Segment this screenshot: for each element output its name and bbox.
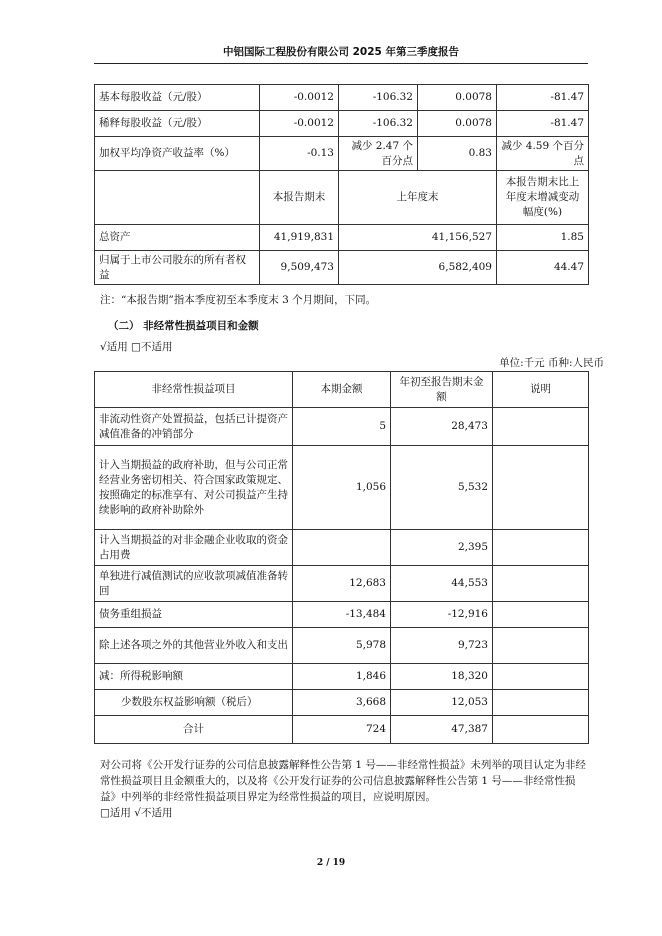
cell-value: 1,846 [293, 664, 391, 690]
applicability-checkbox-line: √适用 □不适用 [100, 341, 173, 353]
total-label: 合计 [95, 716, 293, 744]
table-row [95, 628, 589, 664]
table-row [95, 225, 589, 251]
cell-value: 0.0078 [418, 111, 497, 137]
cell-value: -0.0012 [260, 85, 339, 111]
cell-value: -106.32 [339, 85, 418, 111]
section-title: （二） 非经常性损益项目和金额 [108, 320, 259, 332]
table-row [95, 566, 589, 602]
cell-value: 18,320 [391, 664, 493, 690]
cell-value: 12,053 [391, 690, 493, 716]
item-label: 单独进行减值测试的应收款项减值准备转回 [95, 566, 293, 602]
cell-value [493, 716, 589, 744]
cell-value: 5,978 [293, 628, 391, 664]
report-header: 中铝国际工程股份有限公司 2025 年第三季度报告 [94, 44, 588, 64]
item-label: 计入当期损益的政府补助，但与公司正常经营业务密切相关、符合国家政策规定、按照确定的标准享有、对公司损益产生持续影响的政府补助除外 [95, 446, 293, 530]
eps-asset-table [94, 84, 589, 285]
header-cell: 非经常性损益项目 [95, 372, 293, 408]
cell-value [493, 628, 589, 664]
applicability-checkbox-line: □适用 √不适用 [100, 807, 173, 819]
cell-value: 0.83 [418, 137, 497, 171]
cell-value: -81.47 [497, 85, 589, 111]
cell-value: 2,395 [391, 530, 493, 566]
cell-value: -0.0012 [260, 111, 339, 137]
cell-value: 1.85 [497, 225, 589, 251]
item-label: 减：所得税影响额 [95, 664, 293, 690]
cell-value: -12,916 [391, 602, 493, 628]
cell-value: 47,387 [391, 716, 493, 744]
table-row [95, 137, 589, 171]
header-cell: 本报告期末比上年度末增减变动幅度(%) [497, 171, 589, 225]
item-label: 计入当期损益的对非金融企业收取的资金占用费 [95, 530, 293, 566]
cell-value: 5,532 [391, 446, 493, 530]
header-cell: 上年度末 [339, 171, 497, 225]
cell-value: 44.47 [497, 251, 589, 285]
cell-value: -13,484 [293, 602, 391, 628]
cell-value: 9,723 [391, 628, 493, 664]
item-label: 少数股东权益影响额（税后） [95, 690, 293, 716]
item-label: 非流动性资产处置损益，包括已计提资产减值准备的冲销部分 [95, 408, 293, 446]
table-row [95, 446, 589, 530]
empty-cell [95, 171, 260, 225]
cell-value: 9,509,473 [260, 251, 339, 285]
table-row [95, 530, 589, 566]
cell-value [493, 602, 589, 628]
cell-value: -0.13 [260, 137, 339, 171]
header-cell: 年初至报告期末金额 [391, 372, 493, 408]
cell-value: -81.47 [497, 111, 589, 137]
cell-value [493, 664, 589, 690]
cell-value: 724 [293, 716, 391, 744]
table-note: 注：“本报告期”指本季度初至本季度末 3 个月期间，下同。 [100, 294, 377, 306]
cell-value: 12,683 [293, 566, 391, 602]
cell-value [493, 566, 589, 602]
row-label: 加权平均净资产收益率（%） [95, 137, 260, 171]
cell-value: 3,668 [293, 690, 391, 716]
item-label: 除上述各项之外的其他营业外收入和支出 [95, 628, 293, 664]
cell-value: 减少 4.59 个百分点 [497, 137, 589, 171]
row-label: 总资产 [95, 225, 260, 251]
cell-value [493, 690, 589, 716]
table-header-row [95, 171, 589, 225]
row-label: 稀释每股收益（元/股） [95, 111, 260, 137]
table-row [95, 408, 589, 446]
item-label: 债务重组损益 [95, 602, 293, 628]
cell-value: 44,553 [391, 566, 493, 602]
header-cell: 说明 [493, 372, 589, 408]
cell-value: 41,156,527 [339, 225, 497, 251]
header-cell: 本报告期末 [260, 171, 339, 225]
table-header-row [95, 372, 589, 408]
table-total-row [95, 716, 589, 744]
cell-value [493, 446, 589, 530]
header-cell: 本期金额 [293, 372, 391, 408]
cell-value: 6,582,409 [339, 251, 497, 285]
table-row [95, 664, 589, 690]
unit-currency: 单位:千元 币种:人民币 [499, 357, 604, 369]
cell-value: 减少 2.47 个百分点 [339, 137, 418, 171]
table-row [95, 85, 589, 111]
table-row [95, 111, 589, 137]
nonrecurring-items-table [94, 371, 589, 744]
cell-value: 1,056 [293, 446, 391, 530]
cell-value [493, 408, 589, 446]
table-row [95, 602, 589, 628]
cell-value: 5 [293, 408, 391, 446]
row-label: 基本每股收益（元/股） [95, 85, 260, 111]
cell-value: 41,919,831 [260, 225, 339, 251]
table-row [95, 251, 589, 285]
cell-value: -106.32 [339, 111, 418, 137]
page-number: 2 / 19 [316, 858, 346, 868]
table-row [95, 690, 589, 716]
cell-value: 28,473 [391, 408, 493, 446]
cell-value [293, 530, 391, 566]
row-label: 归属于上市公司股东的所有者权益 [95, 251, 260, 285]
cell-value: 0.0078 [418, 85, 497, 111]
explanation-paragraph: 对公司将《公开发行证券的公司信息披露解释性公告第 1 号——非经常性损益》未列举的项目认定为非经常性损益项目且金额重大的，以及将《公开发行证券的公司信息披露解释性公告第 1 号——非经常性损益》中列举的非经常性损益项目界定为经常性损益的项目，应说明原因。 [100, 759, 586, 803]
cell-value [493, 530, 589, 566]
